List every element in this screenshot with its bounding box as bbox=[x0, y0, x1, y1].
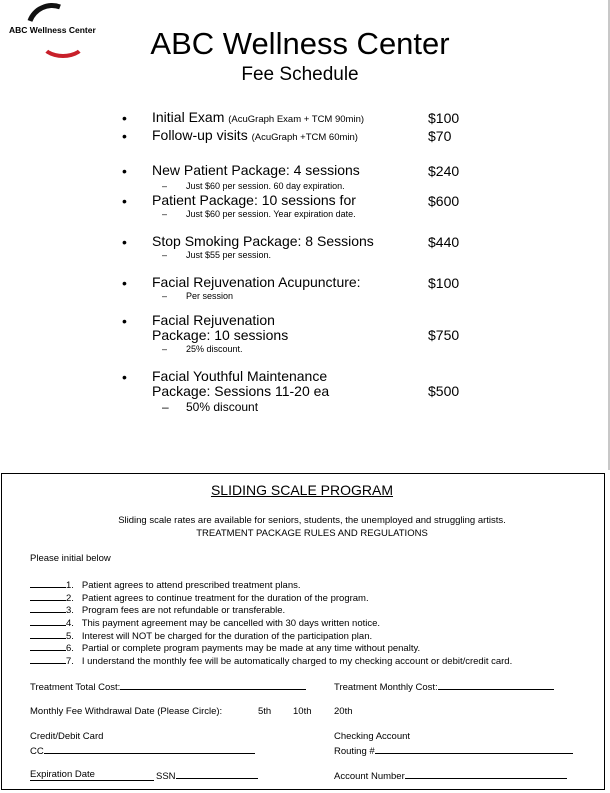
initial-blank[interactable] bbox=[30, 603, 66, 613]
rule-row bbox=[30, 654, 512, 667]
bullet: • bbox=[122, 110, 127, 126]
rule-row bbox=[30, 603, 285, 616]
fee-item-initial-exam bbox=[152, 110, 364, 128]
treatment-total-field bbox=[30, 680, 306, 693]
fee-note: – Just $60 per session. Year expiration date. bbox=[162, 209, 356, 219]
cc-label: CC bbox=[30, 746, 44, 757]
fee-name-line2: Package: Sessions 11-20 ea bbox=[152, 382, 330, 399]
ssn-field bbox=[156, 769, 258, 782]
fee-item-stop-smoking: Stop Smoking Package: 8 Sessions bbox=[152, 233, 374, 249]
rule-text: Program fees are not refundable or transferable. bbox=[81, 605, 286, 616]
withdrawal-option-10th[interactable]: 10th bbox=[293, 706, 312, 717]
fee-name-line1: Facial Rejuvenation bbox=[152, 312, 275, 328]
rule-text: This payment agreement may be cancelled with 30 days written notice. bbox=[81, 618, 381, 629]
fee-item-facial-maintenance bbox=[152, 369, 329, 398]
credit-card-label: Credit/Debit Card bbox=[30, 731, 104, 742]
checking-account-label: Checking Account bbox=[334, 731, 411, 742]
fee-price: $100 bbox=[428, 275, 460, 291]
rule-row bbox=[30, 578, 301, 591]
rule-number: 4. bbox=[66, 618, 74, 629]
cc-blank[interactable] bbox=[44, 744, 255, 754]
bullet: • bbox=[122, 234, 127, 250]
account-number-field bbox=[334, 769, 567, 782]
treatment-monthly-field bbox=[334, 680, 554, 693]
expiration-field bbox=[30, 769, 154, 781]
fee-name: Follow-up visits bbox=[152, 127, 248, 143]
fee-note-text: 50% discount bbox=[186, 400, 259, 414]
ssn-label: SSN bbox=[156, 771, 176, 782]
fee-note: – Just $60 per session. 60 day expiration. bbox=[162, 181, 345, 191]
fee-detail: (AcuGraph +TCM 60min) bbox=[251, 132, 358, 143]
fee-note: – Just $55 per session. bbox=[162, 250, 272, 260]
fee-price: $100 bbox=[428, 110, 460, 126]
fee-price: $750 bbox=[428, 327, 460, 343]
rule-text: Interest will NOT be charged for the duration of the participation plan. bbox=[81, 631, 373, 642]
fee-item-patient-package: Patient Package: 10 sessions for bbox=[152, 192, 356, 208]
initial-blank[interactable] bbox=[30, 591, 66, 601]
rule-number: 2. bbox=[66, 593, 74, 604]
initial-blank[interactable] bbox=[30, 578, 66, 588]
initial-blank[interactable] bbox=[30, 654, 66, 664]
treatment-total-blank[interactable] bbox=[120, 680, 306, 690]
fee-name-line1: Facial Youthful Maintenance bbox=[152, 368, 328, 384]
fee-item-facial-acupuncture: Facial Rejuvenation Acupuncture: bbox=[152, 274, 361, 290]
fee-name: Initial Exam bbox=[152, 109, 225, 125]
treatment-monthly-blank[interactable] bbox=[438, 680, 554, 690]
fee-note: – 25% discount. bbox=[162, 344, 243, 354]
rule-text: Patient agrees to continue treatment for the duration of the program. bbox=[81, 593, 369, 604]
account-number-label: Account Number bbox=[334, 771, 405, 782]
page-subtitle: Fee Schedule bbox=[241, 64, 359, 85]
ssn-blank[interactable] bbox=[176, 769, 258, 779]
fee-note-text: 25% discount. bbox=[186, 344, 243, 354]
fee-note: – Per session bbox=[162, 291, 234, 301]
initial-blank[interactable] bbox=[30, 641, 66, 651]
treatment-monthly-label: Treatment Monthly Cost: bbox=[334, 682, 438, 693]
fee-item-new-patient: New Patient Package: 4 sessions bbox=[152, 162, 360, 178]
bullet: • bbox=[122, 163, 127, 179]
rule-row bbox=[30, 641, 420, 654]
withdrawal-option-20th[interactable]: 20th bbox=[334, 706, 353, 717]
fee-item-follow-up bbox=[152, 128, 358, 146]
routing-blank[interactable] bbox=[375, 744, 573, 754]
rule-number: 5. bbox=[66, 631, 74, 642]
rule-number: 3. bbox=[66, 605, 74, 616]
withdrawal-date-label: Monthly Fee Withdrawal Date (Please Circle): bbox=[30, 706, 223, 717]
expiration-label[interactable]: Expiration Date bbox=[30, 769, 154, 781]
sliding-scale-title-text: SLIDING SCALE PROGRAM bbox=[210, 482, 394, 498]
bullet: • bbox=[122, 275, 127, 291]
fee-note: – 50% discount bbox=[162, 400, 259, 414]
fee-item-facial-package bbox=[152, 313, 288, 342]
fee-detail: (AcuGraph Exam + TCM 90min) bbox=[228, 114, 365, 125]
initial-blank[interactable] bbox=[30, 629, 66, 639]
account-number-blank[interactable] bbox=[405, 769, 567, 779]
fee-name-line2: Package: 10 sessions bbox=[152, 326, 289, 343]
initial-prompt: Please initial below bbox=[30, 553, 111, 564]
logo-text: ABC Wellness Center bbox=[9, 25, 96, 35]
rule-number: 6. bbox=[66, 643, 74, 654]
treatment-total-label: Treatment Total Cost: bbox=[30, 682, 121, 693]
rule-text: Patient agrees to attend prescribed treatment plans. bbox=[81, 580, 301, 591]
fee-price: $440 bbox=[428, 234, 460, 250]
rule-number: 7. bbox=[66, 656, 74, 667]
bullet: • bbox=[122, 193, 127, 209]
fee-price: $70 bbox=[428, 128, 452, 144]
cc-field bbox=[30, 744, 255, 757]
fee-price: $240 bbox=[428, 163, 460, 179]
fee-note-text: Just $55 per session. bbox=[186, 250, 272, 260]
fee-note-text: Just $60 per session. Year expiration date. bbox=[186, 209, 356, 219]
rule-number: 1. bbox=[66, 580, 74, 591]
sliding-scale-title bbox=[0, 482, 604, 498]
page-title: ABC Wellness Center bbox=[150, 26, 450, 61]
sliding-scale-intro: Sliding scale rates are available for seniors, students, the unemployed and struggling artists. bbox=[118, 515, 506, 526]
bullet: • bbox=[122, 369, 127, 385]
routing-label: Routing # bbox=[334, 746, 375, 757]
withdrawal-option-5th[interactable]: 5th bbox=[258, 706, 272, 717]
rule-text: I understand the monthly fee will be automatically charged to my checking account or debit/credit card. bbox=[81, 656, 513, 667]
fee-note-text: Just $60 per session. 60 day expiration. bbox=[186, 181, 345, 191]
fee-price: $600 bbox=[428, 193, 460, 209]
initial-blank[interactable] bbox=[30, 616, 66, 626]
routing-field bbox=[334, 744, 573, 757]
fee-note-text: Per session bbox=[186, 291, 234, 301]
rule-text: Partial or complete program payments may be made at any time without penalty. bbox=[81, 643, 421, 654]
bullet: • bbox=[122, 128, 127, 144]
bullet: • bbox=[122, 313, 127, 329]
fee-price: $500 bbox=[428, 383, 460, 399]
rule-row bbox=[30, 616, 380, 629]
rules-heading: TREATMENT PACKAGE RULES AND REGULATIONS bbox=[196, 528, 428, 539]
